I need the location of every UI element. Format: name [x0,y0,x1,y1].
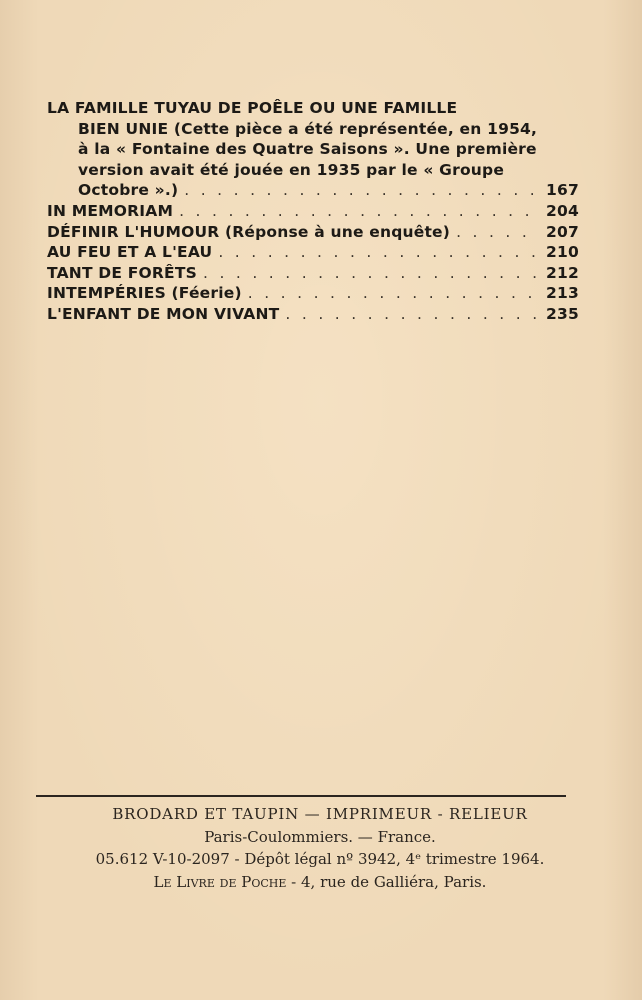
toc-entry-title-line: version avait été jouée en 1935 par le « Groupe [78,160,505,179]
toc-entry-title: TANT DE FORÊTS [47,263,197,282]
toc-entry-title: L'ENFANT DE MON VIVANT [47,304,280,323]
imprint-divider [36,795,566,797]
toc-page-number: 204 [546,201,579,220]
toc-page-number: 210 [546,243,579,262]
toc-page-number: 213 [546,284,579,303]
toc-entry [47,263,579,284]
table-of-contents [47,98,579,325]
dot-leader [203,263,540,284]
toc-entry [47,283,579,304]
dot-leader [184,180,540,201]
legal-deposit: 05.612 V-10-2097 - Dépôt légal nº 3942, 4ᵉ trimestre 1964. [95,850,545,868]
toc-page-number: 207 [546,222,579,241]
toc-entry [47,222,579,243]
printer-imprint [20,803,620,893]
dot-leader [456,222,540,243]
printer-name: BRODARD ET TAUPIN — IMPRIMEUR - RELIEUR [112,805,528,823]
toc-entry-last-line [47,180,579,201]
toc-entry-title: INTEMPÉRIES (Féerie) [47,284,242,303]
toc-entry-title: IN MEMORIAM [47,201,174,220]
toc-page-number: 212 [546,263,579,282]
dot-leader [248,283,540,304]
publisher-address: - 4, rue de Galliéra, Paris. [286,872,487,891]
toc-entry-title: DÉFINIR L'HUMOUR (Réponse à une enquête) [47,222,451,241]
toc-entry [47,242,579,263]
toc-entry-title-line: BIEN UNIE (Cette pièce a été représentée, en 1954, [78,119,538,138]
dot-leader [285,304,540,325]
toc-entry-famille-tuyau [47,98,579,201]
dot-leader [218,242,540,263]
publisher-name: Le Livre de Poche [153,872,287,891]
toc-entry [47,304,579,325]
toc-entry-title-line: à la « Fontaine des Quatre Saisons ». Une première [78,140,537,159]
toc-entry-title-line: LA FAMILLE TUYAU DE POÊLE OU UNE FAMILLE [47,99,458,117]
toc-entry-title: AU FEU ET A L'EAU [47,243,213,262]
dot-leader [179,201,540,222]
toc-entry [47,201,579,222]
toc-page-number: 167 [546,181,579,200]
publisher-line [20,871,620,894]
printer-location: Paris-Coulommiers. — France. [204,827,436,846]
toc-entry-title-line: Octobre ».) [78,181,179,200]
toc-page-number: 235 [546,304,579,323]
